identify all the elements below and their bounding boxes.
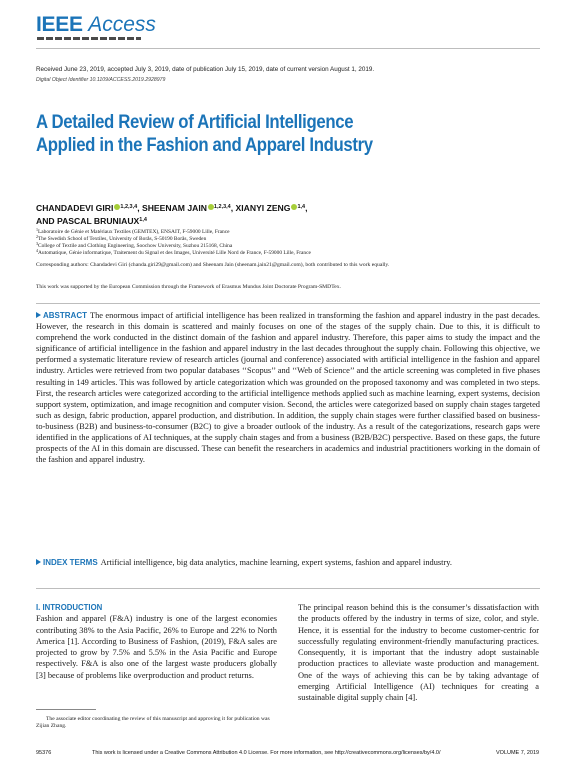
- triangle-bullet-icon: [36, 312, 41, 318]
- abstract-block: [36, 310, 540, 465]
- funding-note: This work was supported by the European Commission through the Framework of Erasmus Mundus Joint Doctorate Program-SMDTex.: [36, 284, 341, 290]
- abstract-top-rule: [36, 303, 540, 304]
- abstract-text: The enormous impact of artificial intelligence has been realized in transforming the fashion and apparel industry in the past decades. However, the research in this domain is scattered and mainly focuses on one of the stages of the supply chain. Due to this, it is difficult to comprehend the work conducted in the distinct domain of the fashion and apparel industry. Therefore, this paper aims to study the impact and the significance of artificial intelligence in the fashion and apparel industry in the last decades throughout the supply chain. Following this objective, we performed a systematic literature review of research articles (journal and conference) associated with artificial intelligence in the fashion and apparel industry. Articles were retrieved from two popular databases ‘‘Scopus’’ and ‘‘Web of Science’’ and the article screening was completed in five phases resulting in 149 articles. This was followed by article categorization which was grounded on the proposed taxonomy and was completed in two steps. First, the research articles were categorized according to the artificial intelligence methods applied such as machine learning, expert systems, decision support system, optimization, and image recognition and computer vision. Second, the articles were categorized based on supply chain stages targeted such as design, fabric production, apparel production, and distribution. In addition, the supply chain stages were further classified based on business-to-business (B2B) and business-to-consumer (B2C) to give a broader outlook of the industry. As a result of the categorizations, research gaps were identified in the applications of AI techniques, at the supply chain stages and from a business (B2B/B2C) perspective. Based on these gaps, the future prospects of the AI in this domain are discussed. These can benefit the researchers in academics and industrial practitioners working in the domain of the fashion and apparel industry.: [36, 311, 540, 465]
- received-dates: Received June 23, 2019, accepted July 3, 2019, date of publication July 15, 2019, date of current version August 1, 2019.: [36, 66, 375, 73]
- author-list: CHANDADEVI GIRI $^{1,2,3,4}$, SHEENAM JAIN $^{1,2,3,4}$, XIANYI ZENG $^{1,4}$, AND PASCAL BRUNIAUX$^{1,4}$: [36, 203, 308, 226]
- header-rule: [36, 48, 540, 49]
- footnote-rule: [36, 709, 96, 710]
- index-terms-block: [36, 557, 540, 568]
- page-number: 95376: [36, 750, 52, 756]
- affiliation-text: College of Textile and Clothing Engineering, Soochow University, Suzhou 215168, China: [38, 243, 233, 249]
- section-heading: I. INTRODUCTION: [36, 603, 103, 612]
- logo-brand: IEEE: [36, 13, 83, 36]
- affiliation-text: Laboratoire de Génie et Matériaux Textiles (GEMTEX), ENSAIT, F-59000 Lille, France: [38, 229, 230, 235]
- affiliation-text: The Swedish School of Textiles, University of Borås, S-50190 Borås, Sweden: [38, 236, 207, 242]
- author-affil-sup: 1,2,3,4: [120, 204, 138, 210]
- corresponding-authors: Corresponding authors: Chandadevi Giri (chanda.giri29@gmail.com) and Sheenam Jain (sheenam.jain21@gmail.com), both contributed to this work equally.: [36, 262, 390, 268]
- intro-left-column: [36, 602, 277, 681]
- author-affil-sup: 1,2,3,4: [213, 204, 231, 210]
- affiliation: [36, 247, 506, 257]
- doi-line: Digital Object Identifier 10.1109/ACCESS.2019.2928979: [36, 77, 166, 83]
- author-affil-sup: 1,4: [297, 204, 306, 210]
- abstract-bottom-rule: [36, 588, 540, 589]
- journal-logo: [36, 14, 156, 35]
- affiliation-number: 3: [36, 241, 38, 246]
- author-affil-sup: 1,4: [139, 217, 147, 223]
- triangle-bullet-icon: [36, 559, 41, 565]
- author-name: SHEENAM JAIN: [141, 203, 207, 213]
- index-terms-label: INDEX TERMS: [43, 558, 98, 567]
- paper-title: A Detailed Review of Artificial Intelligence Applied in the Fashion and Apparel Industry: [36, 111, 373, 156]
- affiliation-number: 2: [36, 234, 38, 239]
- intro-paragraph: Fashion and apparel (F&A) industry is one of the largest economies contributing 38% to the Asia Pacific, 26% to Europe and 22% to North America [1]. According to Business of Fashion, (2019), F&A sales are projected to grow by 7.5% and 5.5% in the Asia Pacific and Europe respectively. F&A is also one of the largest waste producers globally [3] because of problems like overproduction and product returns.: [36, 614, 277, 680]
- index-terms-text: Artificial intelligence, big data analytics, machine learning, expert systems, fashion and apparel industry.: [100, 558, 452, 567]
- affiliation-number: 4: [36, 248, 38, 253]
- affiliation-text: Automatique, Génie informatique, Traitement du Signal et des Images, Université Lille Nord de France, F-59000 Lille, France: [38, 250, 311, 256]
- author-name: AND PASCAL BRUNIAUX: [36, 216, 140, 226]
- affiliation-number: 1: [36, 227, 38, 232]
- volume-info: VOLUME 7, 2019: [496, 750, 540, 756]
- editor-footnote: The associate editor coordinating the review of this manuscript and approving it for publication was Zijian Zhang.: [36, 716, 270, 730]
- logo-journal: Access: [88, 13, 156, 36]
- author-name: XIANYI ZENG: [235, 203, 291, 213]
- abstract-label: ABSTRACT: [43, 311, 87, 320]
- logo-tagline-graphic: [37, 37, 141, 40]
- author-name: CHANDADEVI GIRI: [36, 203, 114, 213]
- intro-paragraph: The principal reason behind this is the consumer’s dissatisfaction with the products offered by the industry in terms of size, color, and style. Hence, it is essential for the industry to become customer-centric for successfully regulating environment-friendly manufacturing practices. Consequently, it is important that the industry adopt sustainable production practices to alleviate waste production and management. One of the ways of achieving this can be by taking advantage of emerging Artificial Intelligence (AI) techniques for creating a sustainable digital supply chain [4].: [298, 603, 539, 703]
- license-note: This work is licensed under a Creative Commons Attribution 4.0 License. For more information, see http://creativecommons.org/licenses/by/4.0/: [92, 750, 441, 756]
- intro-right-column: [298, 602, 539, 704]
